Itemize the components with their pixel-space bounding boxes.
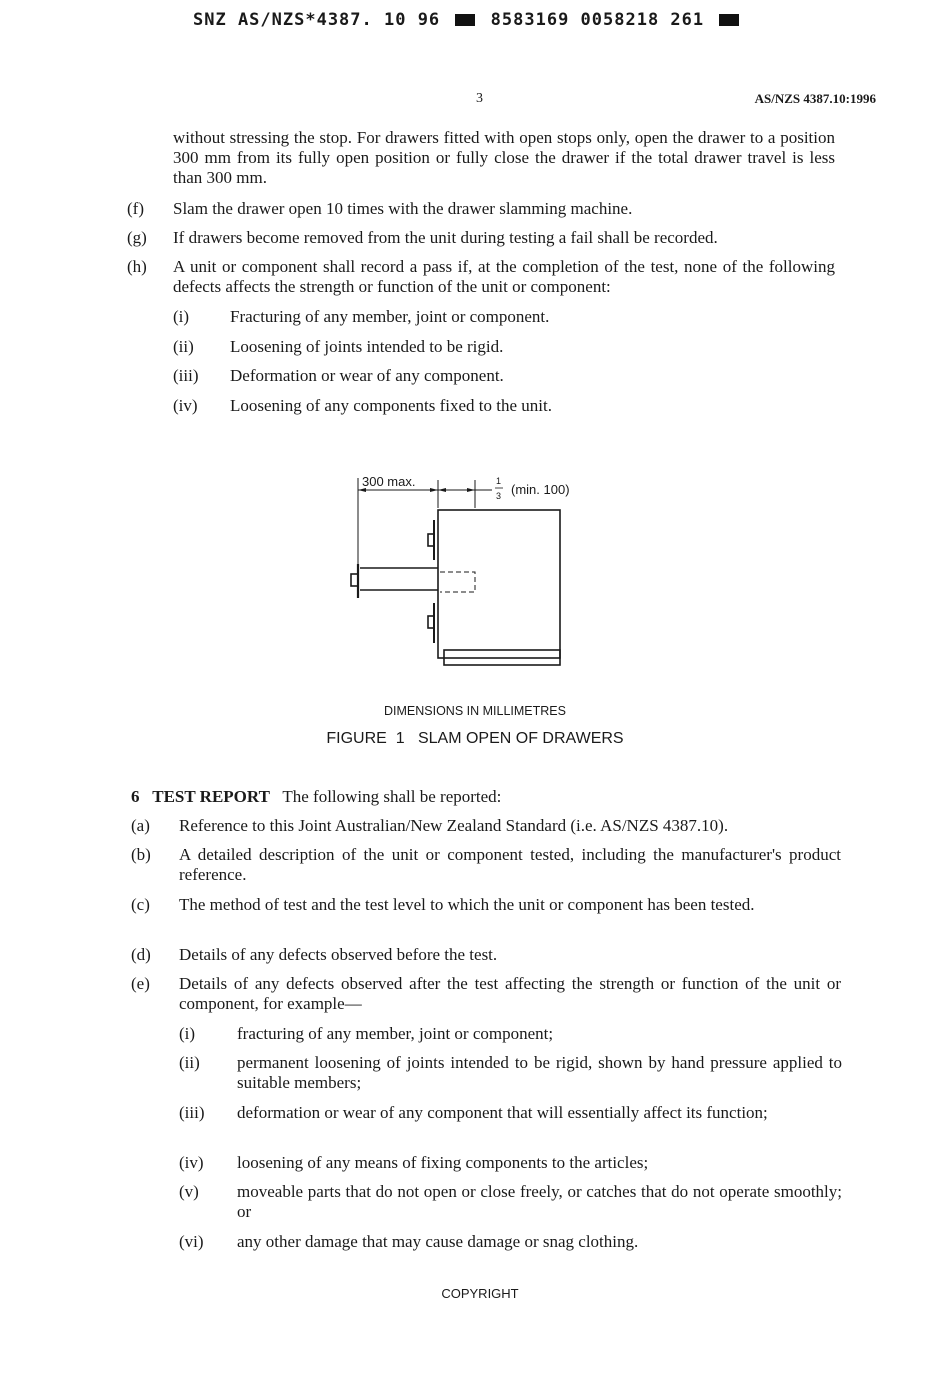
defect-label: (iii) <box>173 366 199 385</box>
report-subitem-text: deformation or wear of any component that will essentially affect its function; <box>237 1103 768 1122</box>
figure-units-caption: DIMENSIONS IN MILLIMETRES <box>384 704 566 718</box>
report-subitem-text: loosening of any means of fixing components to the articles; <box>237 1153 649 1172</box>
section-title: TEST REPORT <box>152 787 270 806</box>
report-item-label: (b) <box>131 845 151 864</box>
drawer-hidden-part <box>440 572 475 592</box>
report-item-text: Details of any defects observed before the test. <box>179 945 498 964</box>
report-subitem-text: moveable parts that do not open or close freely, or catches that do not operate smoothly; or <box>237 1182 842 1221</box>
defect-label: (i) <box>173 307 190 326</box>
header-code-left: SNZ AS/NZS*4387. 10 96 <box>193 10 441 30</box>
report-subitem-label: (i) <box>179 1024 196 1043</box>
copyright-footer: COPYRIGHT <box>441 1286 519 1301</box>
arrowhead <box>467 488 475 492</box>
report-item-text: The method of test and the test level to which the unit or component has been tested. <box>179 895 755 914</box>
arrowhead <box>438 488 446 492</box>
section-heading <box>131 787 501 807</box>
dim-300-label: 300 max. <box>362 474 416 489</box>
report-subitem-label: (vi) <box>179 1232 204 1251</box>
dim-min-label: (min. 100) <box>511 482 570 497</box>
header-code-right: 8583169 0058218 261 <box>490 10 705 30</box>
section-number: 6 <box>131 787 140 806</box>
cabinet-body <box>438 510 560 658</box>
slam-open-drawer-diagram <box>340 468 610 673</box>
report-subitem-text: fracturing of any member, joint or component; <box>237 1024 554 1043</box>
step-label: (h) <box>127 257 147 276</box>
report-item-text: A detailed description of the unit or component tested, including the manufacturer's product reference. <box>179 845 841 884</box>
section-intro: The following shall be reported: <box>282 787 502 806</box>
report-item-label: (e) <box>131 974 150 993</box>
report-item-label: (d) <box>131 945 151 964</box>
page-number: 3 <box>476 91 483 106</box>
report-subitem-label: (ii) <box>179 1053 200 1072</box>
defect-label: (ii) <box>173 337 194 356</box>
fraction-denominator: 3 <box>496 491 502 501</box>
report-subitem-text: any other damage that may cause damage or snag clothing. <box>237 1232 639 1251</box>
scan-header-code <box>193 10 743 30</box>
continuation-paragraph: without stressing the stop. For drawers fitted with open stops only, open the drawer to a position 300 mm from its fully open position or fully close the drawer if the total drawer travel is less than 300 mm. <box>173 128 835 187</box>
step-text: If drawers become removed from the unit during testing a fail shall be recorded. <box>173 228 718 247</box>
report-item-label: (c) <box>131 895 150 914</box>
defect-text: Deformation or wear of any component. <box>230 366 504 385</box>
report-subitem-label: (iv) <box>179 1153 204 1172</box>
standard-id: AS/NZS 4387.10:1996 <box>754 91 876 106</box>
step-text: Slam the drawer open 10 times with the drawer slamming machine. <box>173 199 633 218</box>
defect-text: Fracturing of any member, joint or component. <box>230 307 550 326</box>
report-item-label: (a) <box>131 816 150 835</box>
figure-caption: FIGURE 1 SLAM OPEN OF DRAWERS <box>326 730 624 747</box>
fraction-numerator: 1 <box>496 476 502 486</box>
report-subitem-label: (iii) <box>179 1103 205 1122</box>
report-item-text: Details of any defects observed after the test affecting the strength or function of the unit or component, for example— <box>179 974 841 1013</box>
arrowhead <box>430 488 438 492</box>
step-label: (f) <box>127 199 144 218</box>
defect-text: Loosening of any components fixed to the unit. <box>230 396 552 415</box>
report-subitem-text: permanent loosening of joints intended to be rigid, shown by hand pressure applied to suitable members; <box>237 1053 842 1092</box>
black-bar-mark <box>719 14 739 26</box>
report-item-text: Reference to this Joint Australian/New Zealand Standard (i.e. AS/NZS 4387.10). <box>179 816 729 835</box>
defect-label: (iv) <box>173 396 198 415</box>
step-text: A unit or component shall record a pass if, at the completion of the test, none of the following defects affects the strength or function of the unit or component: <box>173 257 835 296</box>
black-bar-mark <box>455 14 475 26</box>
report-subitem-label: (v) <box>179 1182 199 1201</box>
step-label: (g) <box>127 228 147 247</box>
defect-text: Loosening of joints intended to be rigid. <box>230 337 504 356</box>
